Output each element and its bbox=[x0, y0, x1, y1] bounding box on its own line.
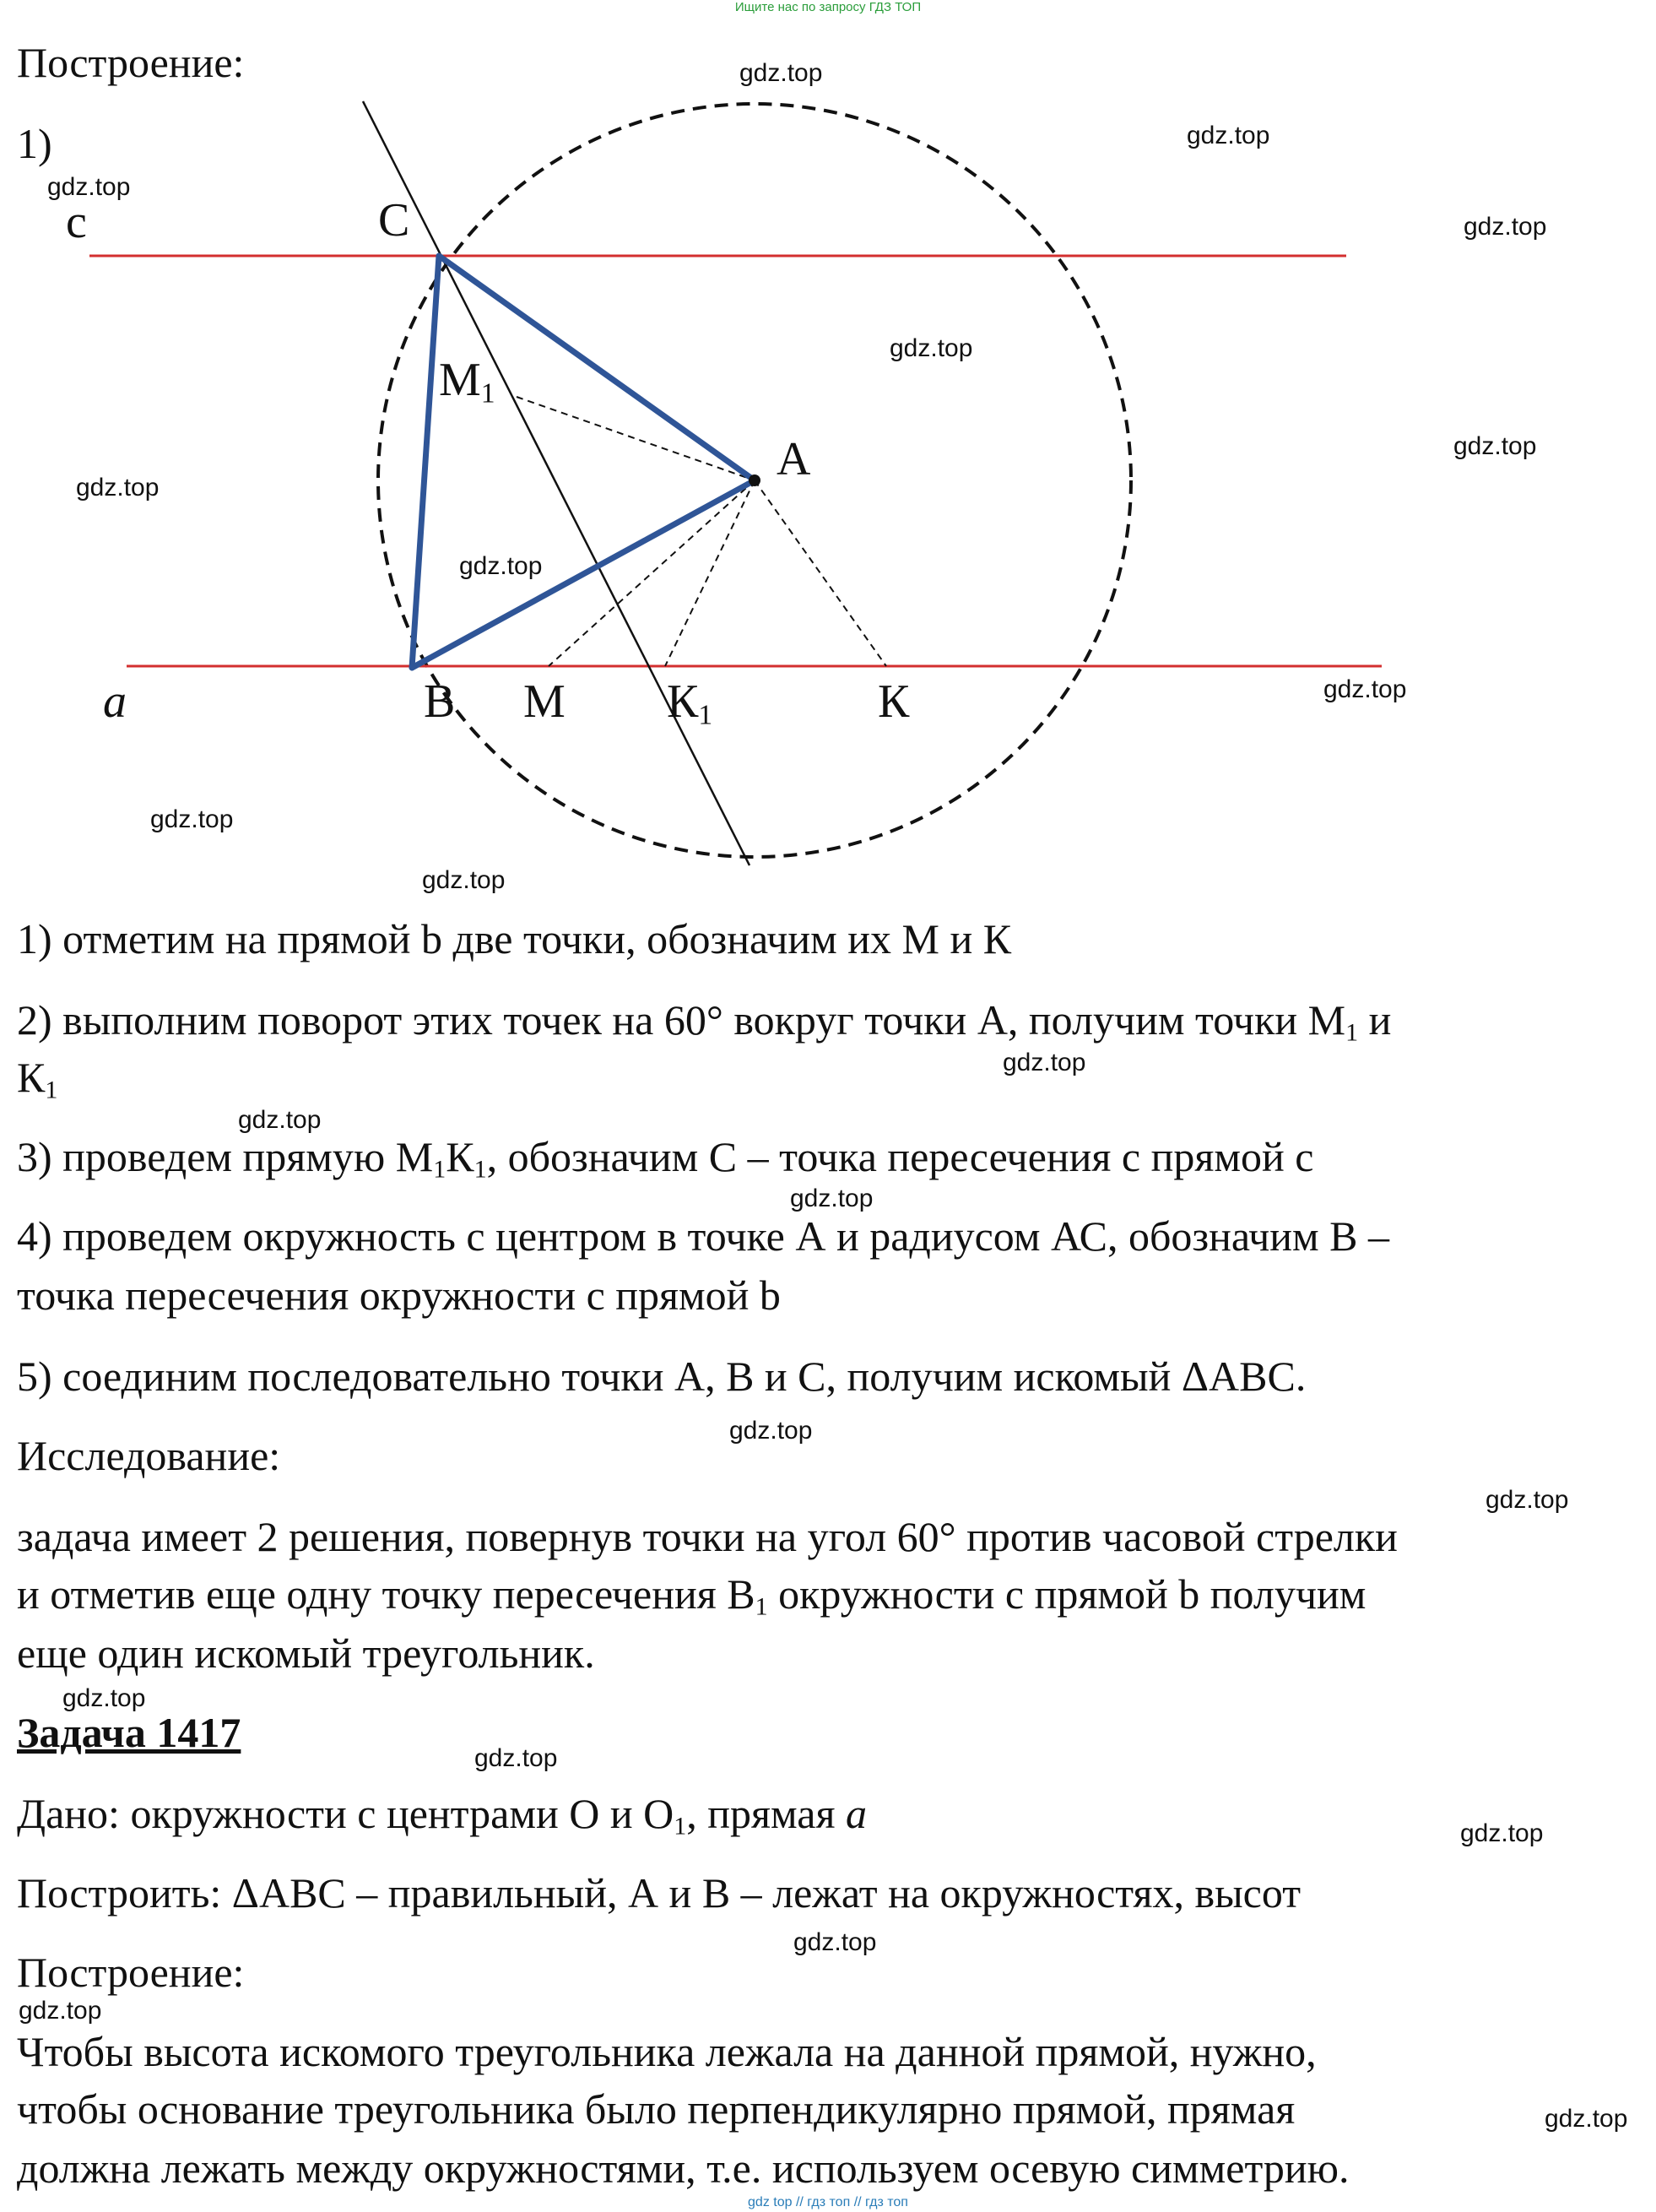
watermark: gdz.top bbox=[1545, 2105, 1628, 2133]
research-text-a: и отметив еще одну точку пересечения В bbox=[17, 1570, 755, 1618]
step-3-text-c: , обозначим С – точка пересечения с прямой с bbox=[486, 1133, 1314, 1180]
step-2-text: 2) выполним поворот этих точек на 60° вокруг точки А, получим точки М bbox=[17, 996, 1346, 1044]
given-line bbox=[17, 1788, 867, 1839]
research-sub: 1 bbox=[755, 1592, 768, 1621]
header-note: Ищите нас по запросу ГДЗ ТОП bbox=[734, 0, 922, 14]
research-line-1: задача имеет 2 решения, повернув точки на угол 60° против часовой стрелки bbox=[17, 1513, 1398, 1560]
watermark: gdz.top bbox=[19, 1997, 102, 2025]
label-m1-letter: M bbox=[439, 354, 481, 406]
dashed-a-k bbox=[755, 480, 886, 666]
research-line-3: еще один искомый треугольник. bbox=[17, 1629, 595, 1677]
watermark: gdz.top bbox=[459, 552, 543, 580]
step-3-text-b: К bbox=[446, 1133, 474, 1180]
step-2-k: К bbox=[17, 1054, 46, 1101]
construction-heading: Построение: bbox=[17, 39, 245, 86]
step-3 bbox=[17, 1131, 1313, 1182]
step-2-sub: 1 bbox=[1345, 1018, 1359, 1047]
step-5: 5) соединим последовательно точки А, В и С, получим искомый ΔАВС. bbox=[17, 1353, 1307, 1400]
step-2-line-1 bbox=[17, 995, 1391, 1045]
watermark: gdz.top bbox=[729, 1417, 813, 1445]
construction2-line-3: должна лежать между окружностями, т.е. используем осевую симметрию. bbox=[17, 2144, 1350, 2192]
triangle-abc bbox=[412, 256, 755, 668]
given-suffix: , прямая bbox=[686, 1790, 846, 1837]
watermark: gdz.top bbox=[62, 1684, 146, 1712]
label-point-k: К bbox=[878, 675, 910, 728]
label-point-m1 bbox=[439, 354, 495, 409]
label-k1-letter: К bbox=[667, 675, 699, 728]
watermark: gdz.top bbox=[1460, 1819, 1544, 1847]
watermark: gdz.top bbox=[76, 474, 160, 501]
construction2-line-1: Чтобы высота искомого треугольника лежала на данной прямой, нужно, bbox=[17, 2028, 1317, 2075]
step-2-k-sub: 1 bbox=[45, 1076, 58, 1104]
watermark: gdz.top bbox=[1464, 213, 1547, 241]
label-point-a: A bbox=[777, 433, 811, 485]
step-1: 1) отметим на прямой b две точки, обозначим их М и К bbox=[17, 915, 1012, 962]
watermark: gdz.top bbox=[1003, 1049, 1086, 1076]
task-title: Задача 1417 bbox=[17, 1709, 241, 1756]
point-a-dot bbox=[749, 474, 760, 486]
label-k1-sub: 1 bbox=[698, 699, 713, 731]
research-line-2 bbox=[17, 1569, 1366, 1619]
label-m1-sub: 1 bbox=[480, 377, 495, 409]
label-point-c: C bbox=[378, 194, 410, 247]
dashed-a-k1 bbox=[665, 480, 755, 666]
step-4-line-2: точка пересечения окружности с прямой b bbox=[17, 1271, 781, 1319]
label-line-c: c bbox=[66, 196, 87, 248]
label-point-k1 bbox=[667, 675, 713, 731]
given-sub: 1 bbox=[674, 1812, 687, 1841]
watermark: gdz.top bbox=[1453, 432, 1537, 460]
watermark: gdz.top bbox=[739, 59, 823, 87]
watermark: gdz.top bbox=[1323, 675, 1407, 703]
build-line: Построить: ΔАВС – правильный, А и В – лежат на окружностях, высот bbox=[17, 1869, 1302, 1917]
watermark: gdz.top bbox=[790, 1185, 874, 1212]
construction2-heading: Построение: bbox=[17, 1949, 245, 1996]
watermark: gdz.top bbox=[474, 1744, 558, 1772]
watermark: gdz.top bbox=[890, 334, 973, 362]
construction2-line-2: чтобы основание треугольника было перпендикулярно прямой, прямая bbox=[17, 2085, 1296, 2133]
step-2-and: и bbox=[1358, 996, 1392, 1044]
research-text-b: окружности с прямой b получим bbox=[767, 1570, 1366, 1618]
label-point-m: M bbox=[523, 675, 566, 728]
watermark: gdz.top bbox=[422, 866, 506, 894]
step-3-sub-b: 1 bbox=[474, 1155, 487, 1184]
step-4-line-1: 4) проведем окружность с центром в точке А и радиусом АС, обозначим В – bbox=[17, 1212, 1389, 1260]
step-3-sub-a: 1 bbox=[433, 1155, 446, 1184]
figure-number: 1) bbox=[17, 120, 52, 167]
given-prefix: Дано: окружности с центрами О и О bbox=[17, 1790, 674, 1837]
watermark: gdz.top bbox=[1486, 1486, 1569, 1514]
dashed-a-m1 bbox=[517, 397, 755, 480]
watermark: gdz.top bbox=[150, 805, 234, 833]
watermark: gdz.top bbox=[1187, 122, 1270, 149]
given-var: a bbox=[845, 1790, 867, 1837]
line-m1k1 bbox=[363, 101, 750, 865]
watermark: gdz.top bbox=[238, 1106, 322, 1134]
research-heading: Исследование: bbox=[17, 1432, 281, 1479]
watermark: gdz.top bbox=[793, 1928, 877, 1956]
footer-note: gdz top // гдз топ // гдз топ bbox=[748, 2195, 908, 2209]
label-point-b: B bbox=[424, 675, 456, 728]
construction-figure bbox=[0, 0, 1656, 895]
label-line-a: a bbox=[103, 675, 127, 728]
watermark: gdz.top bbox=[47, 173, 131, 201]
step-3-text-a: 3) проведем прямую М bbox=[17, 1133, 434, 1180]
step-2-line-2 bbox=[17, 1052, 57, 1103]
